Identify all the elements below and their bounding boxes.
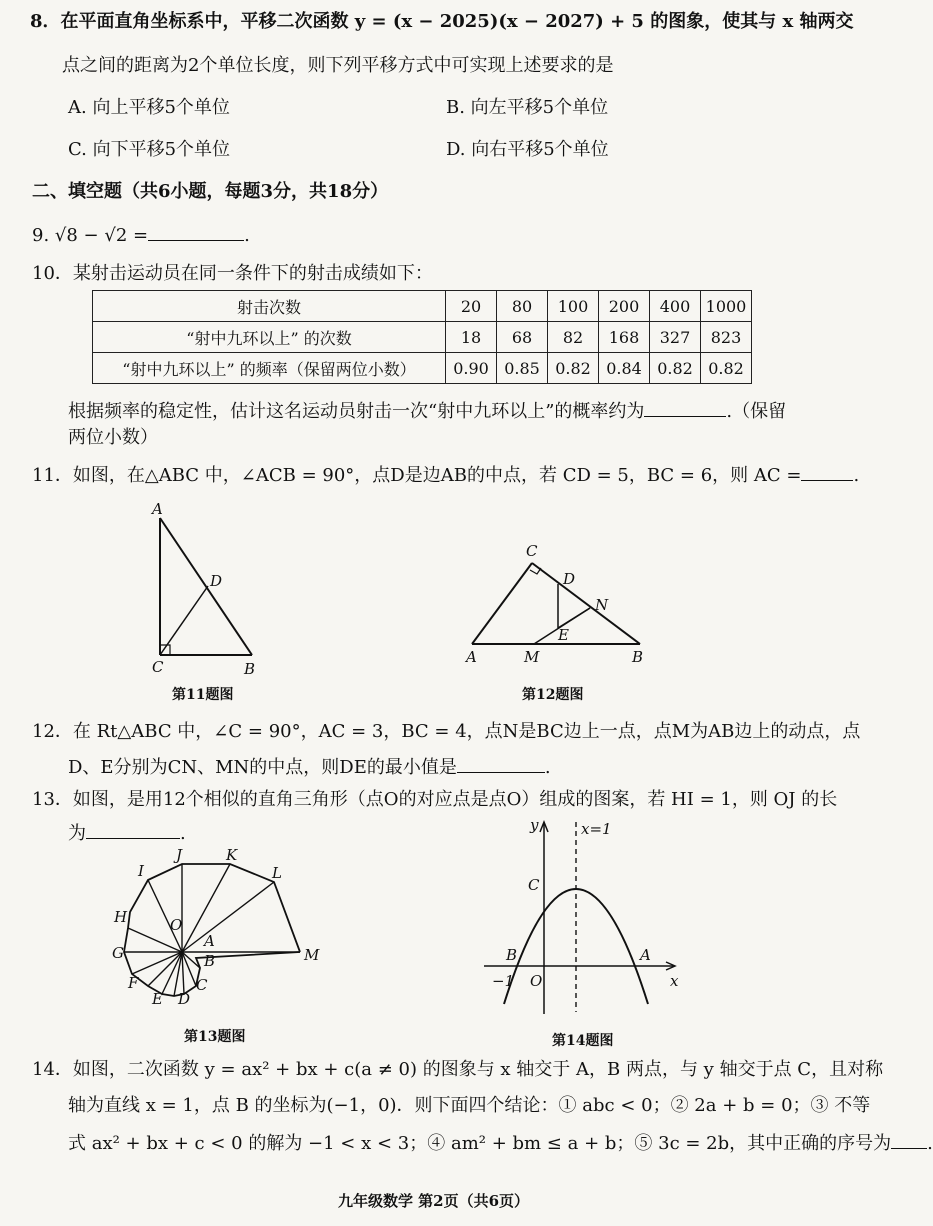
q8-option-a: A. 向上平移5个单位 xyxy=(68,97,230,118)
table-cell: 0.84 xyxy=(599,353,650,384)
fig13-label: E xyxy=(152,990,163,1008)
fig14-label: x=1 xyxy=(581,820,612,838)
q14-answer-blank[interactable] xyxy=(891,1130,927,1149)
q9-answer-blank[interactable] xyxy=(148,222,244,241)
table-cell: “射中九环以上” 的频率（保留两位小数） xyxy=(93,353,446,384)
fig13-label: I xyxy=(138,862,144,880)
fig11-label: C xyxy=(152,658,164,676)
q8-line2: 点之间的距离为2个单位长度，则下列平移方式中可实现上述要求的是 xyxy=(62,55,614,76)
fig11-label: A xyxy=(152,500,163,518)
figure-12 xyxy=(460,538,660,670)
q12-text: D、E分别为CN、MN的中点，则DE的最小值是 xyxy=(68,757,457,778)
fig13-label: C xyxy=(196,976,208,994)
q14-line2: 轴为直线 x = 1，点 B 的坐标为(−1，0)．则下面四个结论：① abc < 0；② 2a + b = 0；③ 不等 xyxy=(68,1095,871,1116)
table-cell: 0.82 xyxy=(650,353,701,384)
figure-11 xyxy=(140,498,270,680)
table-cell: 200 xyxy=(599,291,650,322)
table-row xyxy=(93,291,752,322)
fig14-label: y xyxy=(530,816,539,834)
q12-line1: 12．在 Rt△ABC 中，∠C = 90°，AC = 3，BC = 4，点N是BC边上一点，点M为AB边上的动点，点 xyxy=(32,721,861,742)
q10-after-text: 根据频率的稳定性，估计这名运动员射击一次“射中九环以上”的概率约为 xyxy=(68,401,645,422)
fig14-label: x xyxy=(670,972,679,990)
fig12-label: A xyxy=(466,648,477,666)
q9 xyxy=(32,222,250,248)
table-row xyxy=(93,322,752,353)
table-cell: 0.82 xyxy=(548,353,599,384)
q11 xyxy=(32,462,859,488)
table-cell: 18 xyxy=(446,322,497,353)
fig13-label: D xyxy=(178,990,191,1008)
fig13-label: J xyxy=(176,846,183,864)
table-cell: 0.90 xyxy=(446,353,497,384)
q9-text: 9. √8 − √2 = xyxy=(32,225,149,246)
q10-answer-blank[interactable] xyxy=(644,398,726,417)
fig13-label: H xyxy=(114,908,128,926)
q12-end: . xyxy=(544,757,551,778)
fig12-caption: 第12题图 xyxy=(522,687,584,703)
fig13-label: K xyxy=(226,846,238,864)
table-cell: 80 xyxy=(497,291,548,322)
fig13-label: G xyxy=(112,944,124,962)
fig11-caption: 第11题图 xyxy=(172,687,234,703)
fig12-label: E xyxy=(558,626,569,644)
fig14-label: −1 xyxy=(492,972,515,990)
q8-option-c: C. 向下平移5个单位 xyxy=(68,139,231,160)
fig12-label: C xyxy=(526,542,538,560)
fig12-label: M xyxy=(524,648,540,666)
fig11-label: B xyxy=(244,660,256,678)
table-cell: 327 xyxy=(650,322,701,353)
q14-line1: 14．如图，二次函数 y = ax² + bx + c(a ≠ 0) 的图象与 x 轴交于 A，B 两点，与 y 轴交于点 C，且对称 xyxy=(32,1059,884,1080)
q13-text: 为 xyxy=(68,823,86,844)
table-cell: “射中九环以上” 的次数 xyxy=(93,322,446,353)
table-cell: 400 xyxy=(650,291,701,322)
table-cell: 1000 xyxy=(701,291,752,322)
table-cell: 823 xyxy=(701,322,752,353)
q12-line2 xyxy=(68,754,551,780)
q10-after-2: 两位小数） xyxy=(68,427,158,448)
table-cell: 168 xyxy=(599,322,650,353)
table-cell: 100 xyxy=(548,291,599,322)
fig14-label: A xyxy=(640,946,651,964)
fig14-label: C xyxy=(528,876,540,894)
fig12-label: N xyxy=(595,596,609,614)
q12-answer-blank[interactable] xyxy=(457,754,545,773)
q11-end: . xyxy=(853,465,860,486)
fig13-label: A xyxy=(204,932,215,950)
table-row xyxy=(93,353,752,384)
q11-answer-blank[interactable] xyxy=(801,462,853,481)
q14-line3 xyxy=(68,1130,933,1156)
figure-13 xyxy=(100,842,330,1024)
q11-text: 11．如图，在△ABC 中，∠ACB = 90°，点D是边AB的中点，若 CD = 5，BC = 6，则 AC = xyxy=(32,465,802,486)
shooting-table xyxy=(92,290,752,384)
q13-answer-blank[interactable] xyxy=(86,820,180,839)
q8-line1: 8．在平面直角坐标系中，平移二次函数 y = (x − 2025)(x − 2027) + 5 的图象，使其与 x 轴两交 xyxy=(30,11,854,32)
q10-after xyxy=(68,398,786,424)
page-footer: 九年级数学 第2页（共6页） xyxy=(337,1192,530,1210)
fig13-label: O xyxy=(170,916,183,934)
q9-end: . xyxy=(244,225,250,246)
figure-14 xyxy=(480,814,690,1018)
q8-option-b: B. 向左平移5个单位 xyxy=(446,97,609,118)
fig13-caption: 第13题图 xyxy=(184,1029,246,1045)
table-cell: 0.85 xyxy=(497,353,548,384)
fig13-label: M xyxy=(304,946,320,964)
q10-intro: 10．某射击运动员在同一条件下的射击成绩如下： xyxy=(32,263,433,284)
fig12-label: B xyxy=(632,648,644,666)
table-cell: 20 xyxy=(446,291,497,322)
fig13-label: F xyxy=(128,974,139,992)
table-cell: 射击次数 xyxy=(93,291,446,322)
table-cell: 82 xyxy=(548,322,599,353)
q14-text: 式 ax² + bx + c < 0 的解为 −1 < x < 3；④ am² + bm ≤ a + b；⑤ 3c = 2b，其中正确的序号为 xyxy=(68,1133,892,1154)
q10-after-end: .（保留 xyxy=(726,401,787,422)
q14-end: . xyxy=(927,1133,933,1154)
fig14-label: O xyxy=(530,972,543,990)
table-cell: 0.82 xyxy=(701,353,752,384)
q13-end: . xyxy=(180,823,186,844)
q8-option-d: D. 向右平移5个单位 xyxy=(446,139,609,160)
fig14-label: B xyxy=(506,946,518,964)
fig13-label: L xyxy=(272,864,282,882)
fig13-label: B xyxy=(204,952,216,970)
section-heading: 二、填空题（共6小题，每题3分，共18分） xyxy=(32,181,389,202)
table-cell: 68 xyxy=(497,322,548,353)
fig11-label: D xyxy=(210,572,223,590)
q13-line1: 13．如图，是用12个相似的直角三角形（点O的对应点是点O）组成的图案，若 HI = 1，则 OJ 的长 xyxy=(32,789,838,810)
fig14-caption: 第14题图 xyxy=(552,1033,614,1049)
fig12-label: D xyxy=(563,570,576,588)
